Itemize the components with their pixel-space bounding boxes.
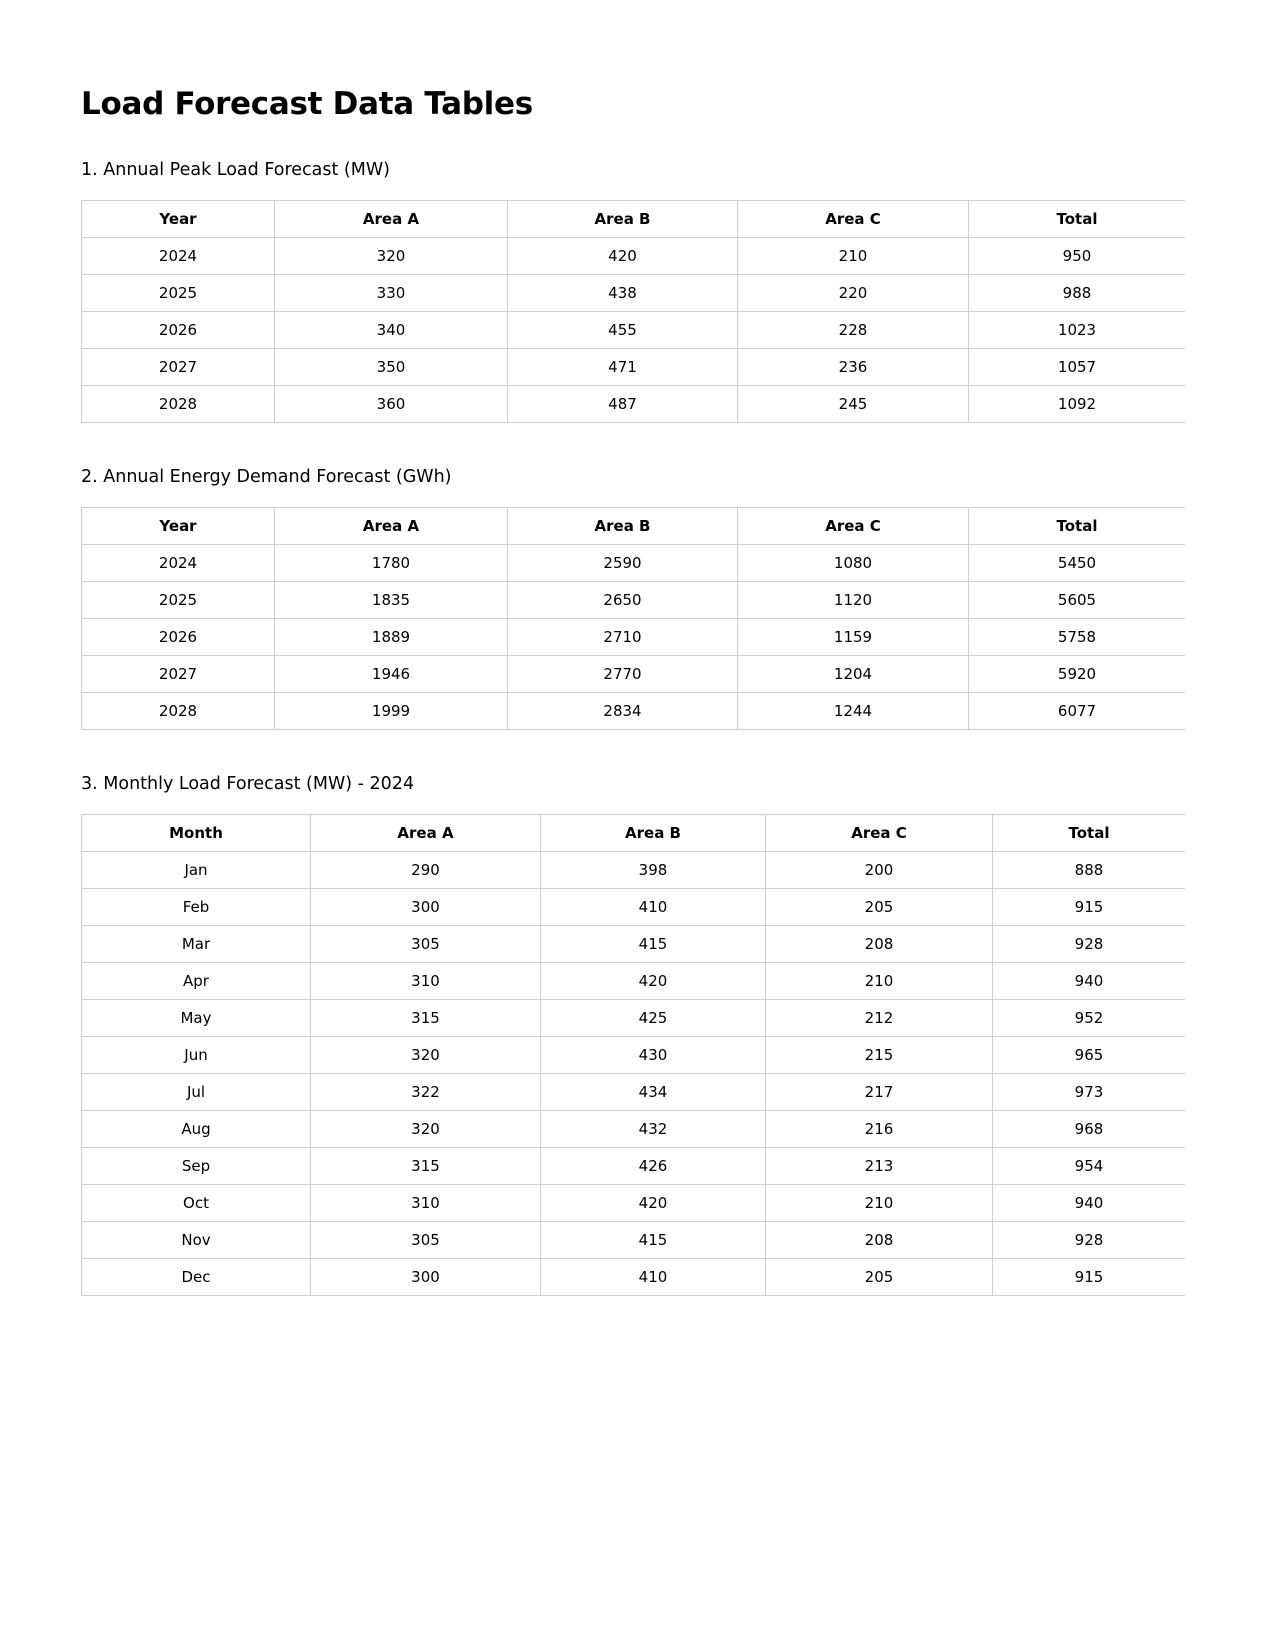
table-cell: 236 [738,349,969,386]
table-cell: 210 [766,963,993,1000]
table-cell: 2026 [82,619,275,656]
table-row [82,312,1186,349]
table-cell: 1159 [738,619,969,656]
table-cell: 305 [311,926,541,963]
column-header: Area A [275,201,508,238]
column-header: Year [82,508,275,545]
table-cell: 954 [993,1148,1186,1185]
table-row [82,1222,1186,1259]
table-cell: 320 [311,1037,541,1074]
table-cell: 2590 [508,545,738,582]
table-cell: 415 [541,1222,766,1259]
table-cell: 1057 [969,349,1186,386]
table-row [82,386,1186,423]
table-cell: Jan [82,852,311,889]
table-cell: 2028 [82,693,275,730]
table-cell: 205 [766,1259,993,1296]
table-cell: 217 [766,1074,993,1111]
table-cell: 1120 [738,582,969,619]
table-cell: 1889 [275,619,508,656]
monthly-load-table [81,814,1185,1296]
table-row [82,238,1186,275]
table-cell: 5920 [969,656,1186,693]
table-row [82,963,1186,1000]
table-cell: 300 [311,889,541,926]
table-row [82,656,1186,693]
table-cell: May [82,1000,311,1037]
table-cell: 915 [993,889,1186,926]
table-cell: Jun [82,1037,311,1074]
table-cell: 410 [541,1259,766,1296]
table-cell: 6077 [969,693,1186,730]
column-header: Year [82,201,275,238]
column-header: Area C [738,201,969,238]
table-row [82,1074,1186,1111]
table-cell: 915 [993,1259,1186,1296]
table-header-row [82,815,1186,852]
table-cell: 2025 [82,275,275,312]
table-cell: 434 [541,1074,766,1111]
table-cell: 2834 [508,693,738,730]
table-cell: 438 [508,275,738,312]
table-cell: Mar [82,926,311,963]
table-cell: 320 [275,238,508,275]
table-cell: 950 [969,238,1186,275]
section-title-energy-demand: 2. Annual Energy Demand Forecast (GWh) [81,467,452,487]
table-cell: 290 [311,852,541,889]
table-cell: 216 [766,1111,993,1148]
table-cell: 940 [993,963,1186,1000]
table-row [82,1111,1186,1148]
table-header-row [82,201,1186,238]
page-title: Load Forecast Data Tables [81,86,533,122]
table-cell: 420 [508,238,738,275]
table-cell: 968 [993,1111,1186,1148]
table-cell: 1080 [738,545,969,582]
table-cell: 1023 [969,312,1186,349]
column-header: Area C [766,815,993,852]
table-cell: 320 [311,1111,541,1148]
table-cell: 398 [541,852,766,889]
table-cell: 426 [541,1148,766,1185]
table-cell: Sep [82,1148,311,1185]
table-row [82,545,1186,582]
table-cell: 210 [766,1185,993,1222]
table-cell: 2027 [82,349,275,386]
table-row [82,1037,1186,1074]
table-cell: 315 [311,1000,541,1037]
table-cell: 310 [311,963,541,1000]
table-cell: 1244 [738,693,969,730]
table-cell: 487 [508,386,738,423]
table-cell: 208 [766,1222,993,1259]
table-cell: 2770 [508,656,738,693]
table-cell: 322 [311,1074,541,1111]
table-row [82,619,1186,656]
table-cell: 220 [738,275,969,312]
table-cell: 952 [993,1000,1186,1037]
table-cell: Apr [82,963,311,1000]
table-row [82,926,1186,963]
peak-load-table-container [81,200,1185,423]
table-cell: 5450 [969,545,1186,582]
table-cell: 1835 [275,582,508,619]
table-cell: 315 [311,1148,541,1185]
energy-demand-table [81,507,1185,730]
table-cell: 2025 [82,582,275,619]
table-cell: 425 [541,1000,766,1037]
table-cell: 200 [766,852,993,889]
table-cell: 1204 [738,656,969,693]
table-row [82,1148,1186,1185]
table-cell: Feb [82,889,311,926]
peak-load-table [81,200,1185,423]
table-cell: 2650 [508,582,738,619]
section-title-monthly-load: 3. Monthly Load Forecast (MW) - 2024 [81,774,415,794]
table-row [82,1185,1186,1222]
table-row [82,349,1186,386]
monthly-load-table-container [81,814,1185,1302]
table-cell: 208 [766,926,993,963]
table-cell: 350 [275,349,508,386]
table-row [82,1259,1186,1296]
table-cell: 455 [508,312,738,349]
table-cell: 432 [541,1111,766,1148]
column-header: Area B [508,508,738,545]
table-cell: 2026 [82,312,275,349]
table-cell: 360 [275,386,508,423]
column-header: Month [82,815,311,852]
table-cell: 1946 [275,656,508,693]
section-title-peak-load: 1. Annual Peak Load Forecast (MW) [81,160,390,180]
column-header: Total [969,201,1186,238]
column-header: Area C [738,508,969,545]
table-cell: 2710 [508,619,738,656]
column-header: Total [969,508,1186,545]
table-cell: 205 [766,889,993,926]
table-cell: 2027 [82,656,275,693]
table-cell: 340 [275,312,508,349]
table-cell: 215 [766,1037,993,1074]
column-header: Area A [275,508,508,545]
table-cell: 2028 [82,386,275,423]
table-row [82,1000,1186,1037]
column-header: Total [993,815,1186,852]
table-cell: 2024 [82,238,275,275]
table-cell: 300 [311,1259,541,1296]
table-cell: 1999 [275,693,508,730]
table-cell: Dec [82,1259,311,1296]
energy-demand-table-container [81,507,1185,730]
table-cell: 1092 [969,386,1186,423]
column-header: Area B [541,815,766,852]
table-cell: 471 [508,349,738,386]
table-cell: 305 [311,1222,541,1259]
table-row [82,275,1186,312]
table-cell: 410 [541,889,766,926]
table-cell: 420 [541,1185,766,1222]
table-cell: 420 [541,963,766,1000]
table-cell: 212 [766,1000,993,1037]
table-cell: 213 [766,1148,993,1185]
table-cell: Aug [82,1111,311,1148]
table-row [82,693,1186,730]
table-cell: 330 [275,275,508,312]
table-cell: 430 [541,1037,766,1074]
table-cell: Nov [82,1222,311,1259]
table-cell: Jul [82,1074,311,1111]
table-row [82,889,1186,926]
table-cell: 988 [969,275,1186,312]
table-cell: 5758 [969,619,1186,656]
table-cell: 940 [993,1185,1186,1222]
column-header: Area B [508,201,738,238]
column-header: Area A [311,815,541,852]
table-row [82,582,1186,619]
table-row [82,852,1186,889]
table-cell: 210 [738,238,969,275]
table-cell: 5605 [969,582,1186,619]
table-cell: 888 [993,852,1186,889]
table-cell: 245 [738,386,969,423]
table-cell: 965 [993,1037,1186,1074]
table-cell: 228 [738,312,969,349]
table-cell: 2024 [82,545,275,582]
table-cell: 310 [311,1185,541,1222]
table-header-row [82,508,1186,545]
table-cell: 928 [993,926,1186,963]
table-cell: 973 [993,1074,1186,1111]
table-cell: Oct [82,1185,311,1222]
table-cell: 1780 [275,545,508,582]
table-cell: 928 [993,1222,1186,1259]
table-cell: 415 [541,926,766,963]
